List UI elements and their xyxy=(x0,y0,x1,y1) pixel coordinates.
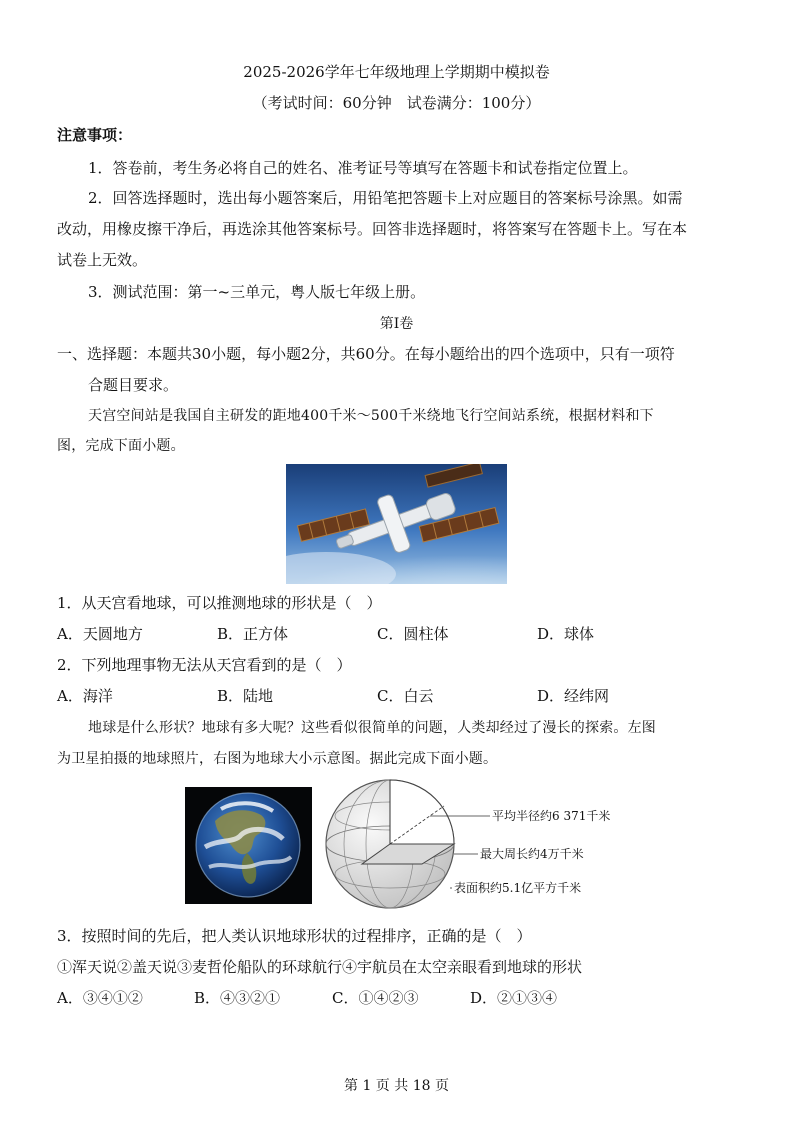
question-1-stem: 1．从天宫看地球，可以推测地球的形状是（ ） xyxy=(57,594,382,612)
question-2-option-c[interactable]: C．白云 xyxy=(377,687,434,705)
exam-title: 2025-2026学年七年级地理上学期期中模拟卷 xyxy=(243,63,550,81)
section-heading-line-1: 一、选择题：本题共30小题，每小题2分，共60分。在每小题给出的四个选项中，只有一项符 xyxy=(57,345,675,363)
question-2-option-a[interactable]: A．海洋 xyxy=(57,687,113,705)
notice-item-2-line-1: 2．回答选择题时，选出每小题答案后，用铅笔把答题卡上对应题目的答案标号涂黑。如需 xyxy=(88,189,683,207)
space-station-photo xyxy=(286,464,507,584)
notice-item-2-line-2: 改动，用橡皮擦干净后，再选涂其他答案标号。回答非选择题时，将答案写在答题卡上。写在本 xyxy=(57,220,688,238)
material-2-line-2: 为卫星拍摄的地球照片，右图为地球大小示意图。据此完成下面小题。 xyxy=(57,751,498,767)
question-3-items: ①浑天说②盖天说③麦哲伦船队的环球航行④宇航员在太空亲眼看到地球的形状 xyxy=(57,958,583,976)
notice-heading: 注意事项： xyxy=(57,126,133,144)
question-1-option-c[interactable]: C．圆柱体 xyxy=(377,625,449,643)
section-heading-line-2: 合题目要求。 xyxy=(88,376,179,394)
page-number: 第 1 页 共 18 页 xyxy=(344,1078,449,1094)
notice-item-1: 1．答卷前，考生务必将自己的姓名、准考证号等填写在答题卡和试卷指定位置上。 xyxy=(88,159,638,177)
question-1-option-d[interactable]: D．球体 xyxy=(537,625,595,643)
question-2-option-b[interactable]: B．陆地 xyxy=(217,687,274,705)
question-3-option-b[interactable]: B．④③②① xyxy=(194,989,281,1007)
earth-size-diagram xyxy=(318,778,618,910)
question-2-option-d[interactable]: D．经纬网 xyxy=(537,687,610,705)
question-1-option-a[interactable]: A．天圆地方 xyxy=(57,625,143,643)
earth-icon xyxy=(185,787,312,904)
question-3-option-d[interactable]: D．②①③④ xyxy=(470,989,558,1007)
material-2-line-1: 地球是什么形状？地球有多大呢？这些看似很简单的问题，人类却经过了漫长的探索。左图 xyxy=(88,720,656,736)
question-3-option-a[interactable]: A．③④①② xyxy=(57,989,143,1007)
space-station-icon xyxy=(286,464,507,584)
earth-satellite-photo xyxy=(185,787,312,904)
question-3-option-c[interactable]: C．①④②③ xyxy=(332,989,419,1007)
notice-item-3: 3．测试范围：第一~三单元，粤人版七年级上册。 xyxy=(88,283,426,301)
radius-label: 平均半径约6 371千米 xyxy=(492,809,611,823)
exam-subtitle: （考试时间：60分钟 试卷满分：100分） xyxy=(252,94,541,112)
surface-area-label: 表面积约5.1亿平方千米 xyxy=(454,881,582,895)
question-1-option-b[interactable]: B．正方体 xyxy=(217,625,289,643)
volume-label: 第Ⅰ卷 xyxy=(379,316,414,332)
circumference-label: 最大周长约4万千米 xyxy=(480,847,584,861)
question-3-stem: 3．按照时间的先后，把人类认识地球形状的过程排序，正确的是（ ） xyxy=(57,927,532,945)
notice-item-2-line-3: 试卷上无效。 xyxy=(57,251,148,269)
question-2-stem: 2．下列地理事物无法从天宫看到的是（ ） xyxy=(57,656,352,674)
material-1-line-1: 天宫空间站是我国自主研发的距地400千米～500千米绕地飞行空间站系统，根据材料和下 xyxy=(88,408,654,424)
material-1-line-2: 图，完成下面小题。 xyxy=(57,438,185,454)
